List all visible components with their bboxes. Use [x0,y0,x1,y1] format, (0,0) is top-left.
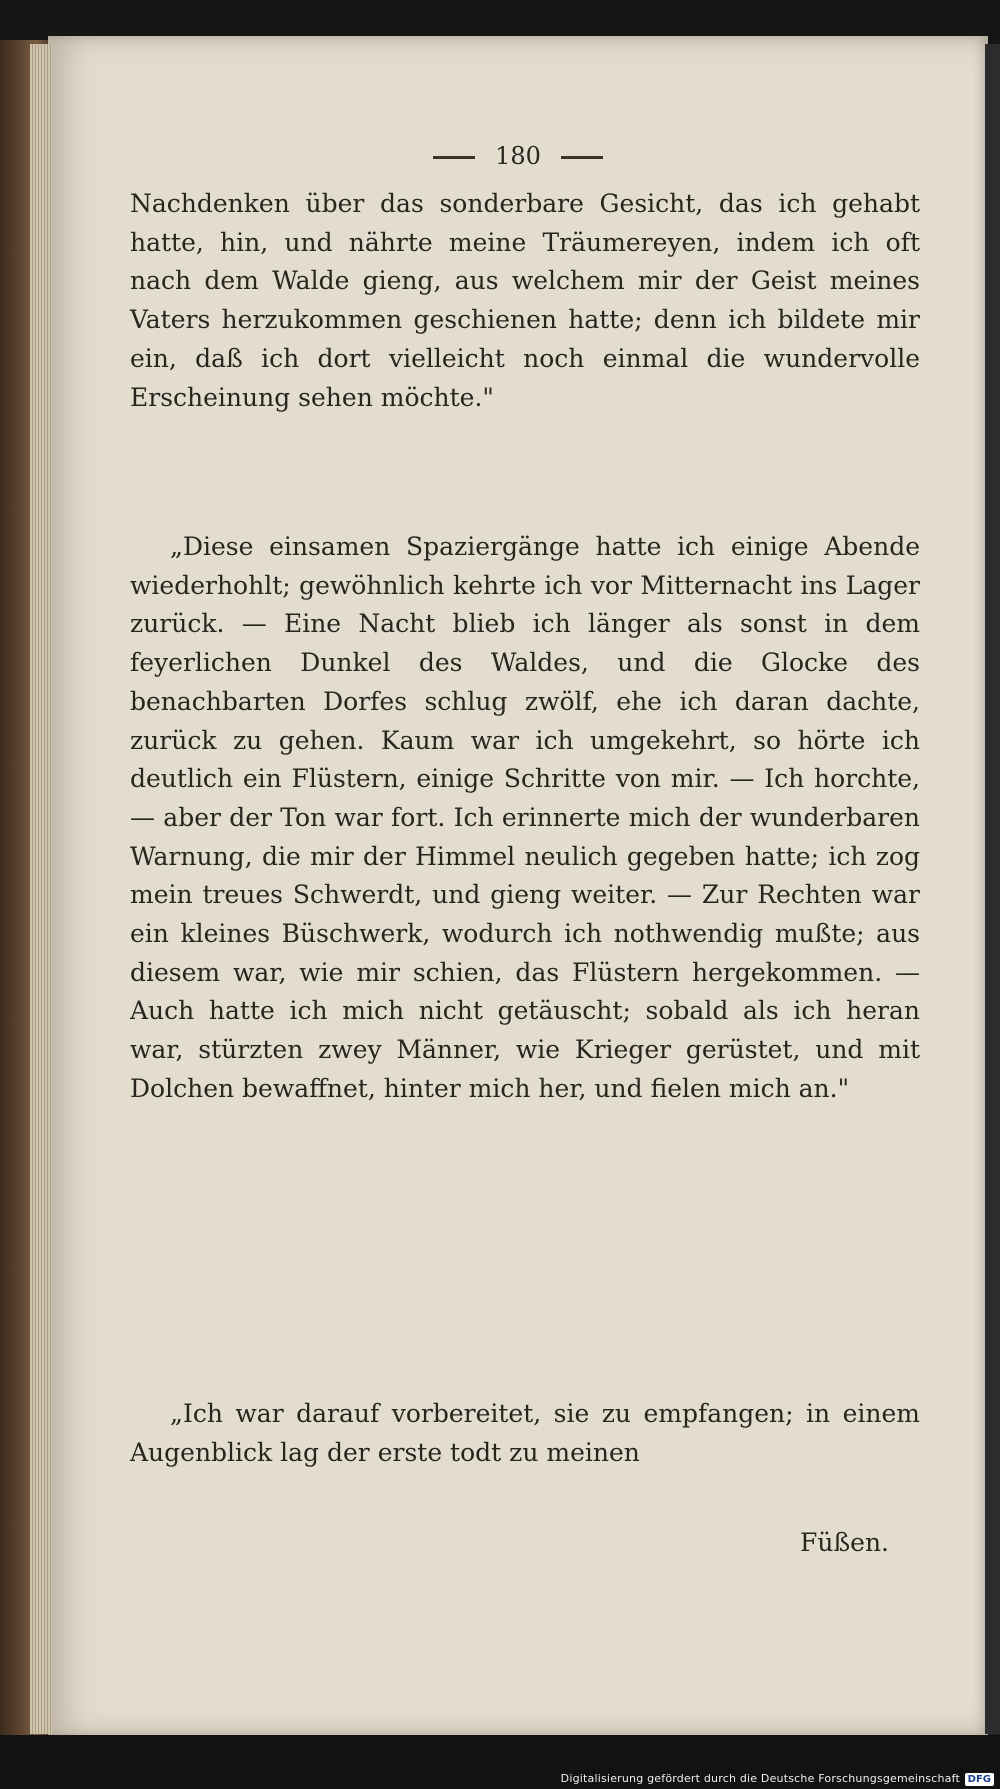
digitization-credit: Digitalisierung gefördert durch die Deutsche Forschungsgemeinschaft [560,1772,960,1785]
page-edges [30,44,52,1734]
catchword: Füßen. [800,1528,889,1557]
page-number-header [48,142,988,170]
page-number: 180 [495,142,541,170]
scan-footer-bar [0,1735,1000,1789]
paragraph-1: Nachdenken über das sonderbare Gesicht, das ich gehabt hatte, hin, und nährte meine Träumereyen, indem ich oft nach dem Walde gieng, aus welchem mir der Geist meines Vaters herzukommen geschienen hatte; denn ich bildete mir ein, daß ich dort vielleicht noch einmal die wundervolle Erscheinung sehen möchte." [130,189,920,412]
paragraph-3: „Ich war darauf vorbereitet, sie zu empfangen; in einem Augenblick lag der erste todt zu meinen [130,1399,920,1467]
header-dash-left [433,156,475,159]
header-dash-right [561,156,603,159]
scan-right-border [985,44,1000,1734]
dfg-logo: DFG [965,1773,994,1786]
paragraph-2: „Diese einsamen Spaziergänge hatte ich einige Abende wiederhohlt; gewöhnlich kehrte ich vor Mitternacht ins Lager zurück. — Eine Nacht blieb ich länger als sonst in dem feyerlichen Dunkel des Waldes, und die Glocke des benachbarten Dorfes schlug zwölf, ehe ich daran dachte, zurück zu gehen. Kaum war ich umgekehrt, so hörte ich deutlich ein Flüstern, einige Schritte von mir. — Ich horchte, — aber der Ton war fort. Ich erinnerte mich der wunderbaren Warnung, die mir der Himmel neulich gegeben hatte; ich zog mein treues Schwerdt, und gieng weiter. — Zur Rechten war ein kleines Büschwerk, wodurch ich nothwendig mußte; aus diesem war, wie mir schien, das Flüstern hergekommen. — Auch hatte ich mich nicht getäuscht; sobald als ich heran war, stürzten zwey Männer, wie Krieger gerüstet, und mit Dolchen bewaffnet, hinter mich her, und fielen mich an." [130,532,920,1103]
